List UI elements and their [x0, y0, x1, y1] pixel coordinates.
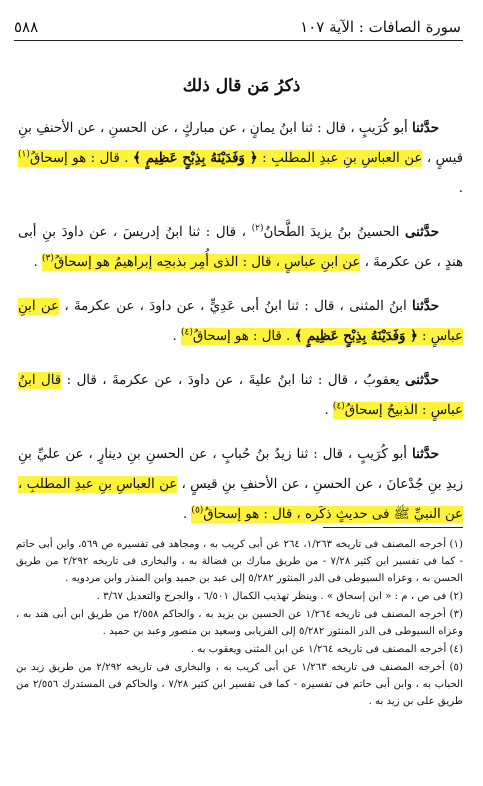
isnad-text: أبو كُرَيبٍ ، قال : ثنا ابنُ يمانٍ ، عن مباركٍ ، عن الحسنِ ، عن الأحنفِ بنِ قيسٍ ، — [18, 121, 463, 166]
footnote-5: (٥) أخرجه المصنف فى تاريخه ١/٢٦٣ عن أبى كريب به ، والبخارى فى تاريخه ٢/٢٩٢ من طريق زيد بن الحباب به ، وابن أبى حاتم فى تفسيره - كما فى تفسير ابن كثير ٧/٢٨ ، والحاكم فى المستدرك ٢/٥٥٦ من طريق على بن زيد به . — [16, 662, 463, 707]
footnote-ref: (٤) — [181, 327, 193, 338]
header-rule — [14, 40, 463, 41]
isnad-text: ابنُ المثنى ، قال : ثنا ابنُ أبى عَدِيٍّ ، عن داودَ ، عن عكرمةَ ، — [58, 299, 413, 314]
narration-lead: حدَّثنا — [412, 447, 439, 462]
section-title: ذكرُ مَن قال ذلك — [182, 76, 301, 96]
highlight-segment: . قال : هو إسحاقُ — [192, 329, 295, 344]
page-header — [14, 16, 461, 38]
narration-lead: حدَّثنى — [405, 225, 439, 240]
narration-lead: حدَّثنا — [412, 299, 439, 314]
running-title: سورة الصافات : الآية ١٠٧ — [300, 18, 461, 36]
quran-verse: ﴿ وَفَدَيْنَهُ بِذِبْحٍ عَظِيمٍ ﴾ — [294, 329, 418, 344]
footnote-ref: (١) — [18, 149, 30, 160]
highlight-segment: قال ابنُ عباسٍ : الذبيحُ إسحاقُ — [18, 373, 463, 418]
footnote-4: (٤) أخرجه المصنف فى تاريخه ١/٢٦٤ عن ابن المثنى ويعقوب به . — [190, 644, 463, 655]
footnote-ref: (٢) — [251, 223, 264, 234]
hadith-paragraph-2 — [18, 218, 463, 278]
main-text — [18, 114, 463, 544]
highlight-segment: عن ابنِ عباسٍ ، قال : الذى أُمِر بذبحِه إبراهيمُ هو إسحاقُ — [53, 255, 361, 270]
footnote-ref: (٣) — [41, 253, 54, 264]
paragraph-end: . — [172, 329, 181, 344]
highlight-segment: . قال : هو إسحاقُ — [29, 151, 133, 166]
narration-lead: حدَّثنا — [412, 121, 439, 136]
highlight-segment: عن العباسِ بنِ عبدِ المطلبِ ، عن النبيِّ ﷺ فى حديثٍ ذكَره ، قال : هو إسحاقُ — [18, 477, 463, 522]
paragraph-end: . — [182, 507, 192, 522]
highlight-segment: عن العباسِ بنِ عبدِ المطلبِ : — [257, 151, 423, 166]
paragraph-end: . — [458, 181, 463, 196]
paragraph-end: . — [33, 255, 42, 270]
footnotes — [16, 536, 463, 711]
footnote-ref: (٥) — [191, 505, 204, 516]
narration-lead: حدَّثنى — [405, 373, 440, 388]
footnote-divider — [323, 527, 463, 528]
page-number: ٥٨٨ — [14, 18, 39, 36]
paragraph-end: . — [324, 403, 333, 418]
footnote-2: (٢) فى ص ، م : « ابن إسحاق » . وينظر تهذيب الكمال ٦/٥٠١ ، والجرح والتعديل ٣/٦٧ . — [96, 591, 463, 602]
quran-verse: ﴿ وَفَدَيْنَهُ بِذِبْحٍ عَظِيمٍ ﴾ — [132, 151, 258, 166]
hadith-paragraph-1 — [18, 114, 463, 204]
highlighted-text — [42, 254, 360, 271]
highlighted-text — [18, 150, 422, 167]
hadith-paragraph-5 — [18, 440, 463, 530]
isnad-text: أبو كُرَيبٍ ، قال : ثنا زيدُ بنُ حُبابٍ ، عن الحسنِ بنِ دينارٍ ، عن عليِّ بنِ زيدِ بنِ جُدْعانَ ، عن الحسنِ ، عن الأحنفِ بنِ قيسٍ ، — [18, 447, 463, 492]
hadith-paragraph-4 — [18, 366, 463, 426]
hadith-paragraph-3 — [18, 292, 463, 352]
footnote-ref: (٤) — [332, 401, 345, 412]
isnad-text: ، قال : ثنا ابنُ إدريسَ ، عن داودَ بنِ أبى هندٍ ، عن عكرمةَ ، — [18, 225, 463, 270]
footnote-3: (٣) أخرجه المصنف فى تاريخه ١/٢٦٤ عن الحسين بن يزيد به ، والحاكم ٢/٥٥٨ من طريق ابن أبى هند به ، وعزاه السيوطى فى الدر المنثور ٥/٢٨٢ إلى الفريابى وسعيد بن منصور وعبد بن حميد . — [16, 609, 464, 637]
highlight-segment: عن ابنِ عباسٍ : — [18, 299, 463, 344]
isnad-text: الحسينُ بنُ يزيدَ الطَّحانُ — [263, 225, 405, 240]
footnote-1: (١) أخرجه المصنف فى تاريخه ١/٢٦٣، ٢٦٤ عن أبى كريب به ، ومجاهد فى تفسيره ص ٥٦٩، وابن أبى حاتم - كما فى تفسير ابن كثير ٧/٢٨ - من طريق مبارك بن فضالة به ، والبخارى فى تاريخه ٢/٢٩٢ من طريق الحسن به ، وعزاه السيوطى فى الدر المنثور ٥/٢٨٢ إلى عبد بن حميد وابن المنذر وابن مردويه . — [16, 539, 463, 584]
isnad-text: يعقوبُ ، قال : ثنا ابنُ عليةَ ، عن داودَ ، عن عكرمةَ ، قال : — [61, 373, 406, 388]
